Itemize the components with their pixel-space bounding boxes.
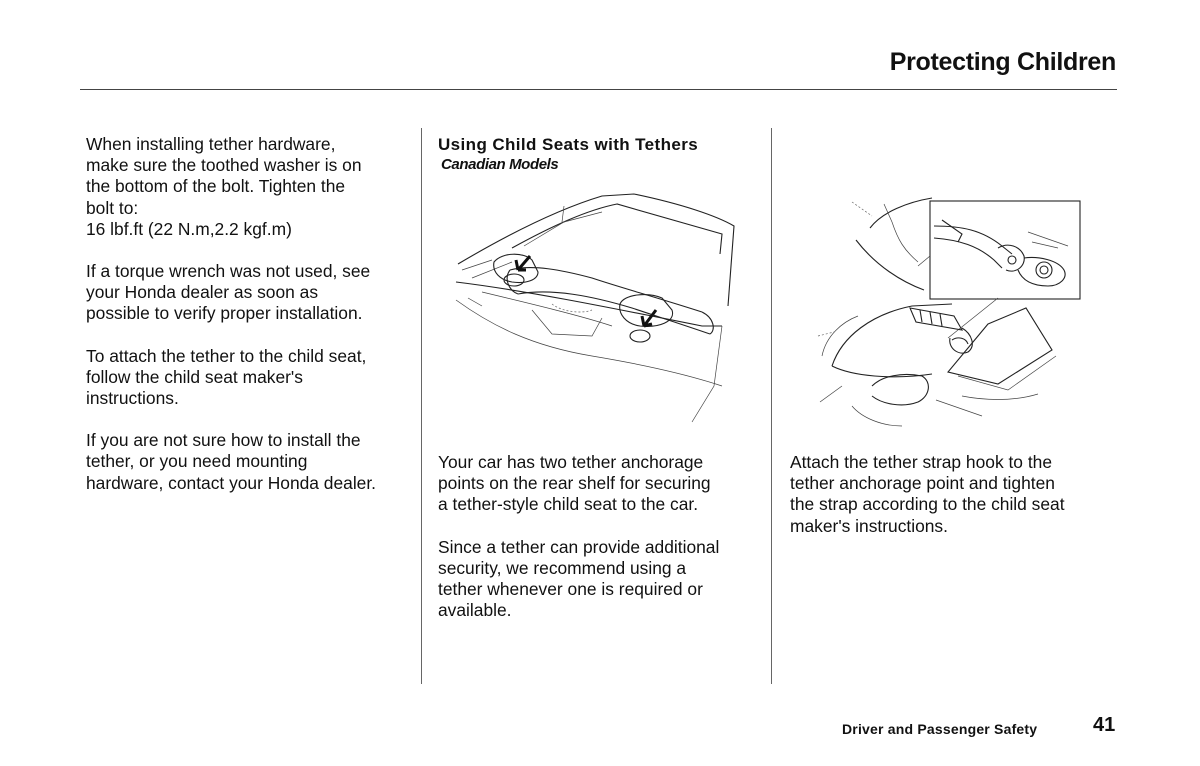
text-line: the strap according to the child seat <box>790 494 1065 515</box>
text-line: make sure the toothed washer is on <box>86 155 362 176</box>
text-line: security, we recommend using a <box>438 557 687 578</box>
left-paragraph-2 <box>86 261 416 325</box>
text-line: your Honda dealer as soon as <box>86 282 319 303</box>
middle-paragraph-2 <box>438 537 763 622</box>
tether-hook-attachment-illustration <box>812 186 1084 432</box>
text-line: Attach the tether strap hook to the <box>790 452 1052 472</box>
column-divider-left <box>421 128 422 684</box>
text-line: the bottom of the bolt. Tighten the <box>86 176 346 197</box>
middle-paragraph-1 <box>438 452 763 516</box>
section-heading: Using Child Seats with Tethers <box>438 135 699 154</box>
left-paragraph-3 <box>86 346 416 410</box>
middle-column-body <box>438 452 763 621</box>
text-line: To attach the tether to the child seat, <box>86 345 367 366</box>
model-label: Canadian Models <box>441 156 559 173</box>
page-number: 41 <box>1093 714 1116 736</box>
text-line: When installing tether hardware, <box>86 134 336 154</box>
right-paragraph-1 <box>790 452 1120 537</box>
text-line: available. <box>438 600 512 621</box>
torque-spec: 16 lbf.ft (22 N.m,2.2 kgf.m) <box>86 218 292 239</box>
text-line: Since a tether can provide additional <box>438 536 720 557</box>
text-line: If you are not sure how to install the <box>86 430 361 451</box>
text-line: bolt to: <box>86 197 139 218</box>
left-column <box>86 134 416 494</box>
text-line: tether, or you need mounting <box>86 451 308 472</box>
rear-shelf-anchor-illustration <box>452 186 742 431</box>
right-column-body <box>790 452 1120 537</box>
text-line: points on the rear shelf for securing <box>438 473 711 494</box>
text-line: maker's instructions. <box>790 515 948 536</box>
text-line: a tether-style child seat to the car. <box>438 494 699 515</box>
middle-column-header <box>438 134 763 175</box>
text-line: possible to verify proper installation. <box>86 303 363 324</box>
text-line: If a torque wrench was not used, see <box>86 261 371 282</box>
left-paragraph-4 <box>86 430 416 494</box>
footer-section-title: Driver and Passenger Safety <box>842 721 1038 737</box>
text-line: hardware, contact your Honda dealer. <box>86 472 377 493</box>
text-line: instructions. <box>86 388 179 409</box>
text-line: tether whenever one is required or <box>438 579 703 600</box>
text-line: follow the child seat maker's <box>86 366 303 387</box>
text-line: Your car has two tether anchorage <box>438 452 704 472</box>
text-line: tether anchorage point and tighten <box>790 473 1055 494</box>
page-title: Protecting Children <box>889 48 1116 76</box>
left-paragraph-1 <box>86 134 416 240</box>
column-divider-right <box>771 128 772 684</box>
title-divider <box>80 89 1117 90</box>
